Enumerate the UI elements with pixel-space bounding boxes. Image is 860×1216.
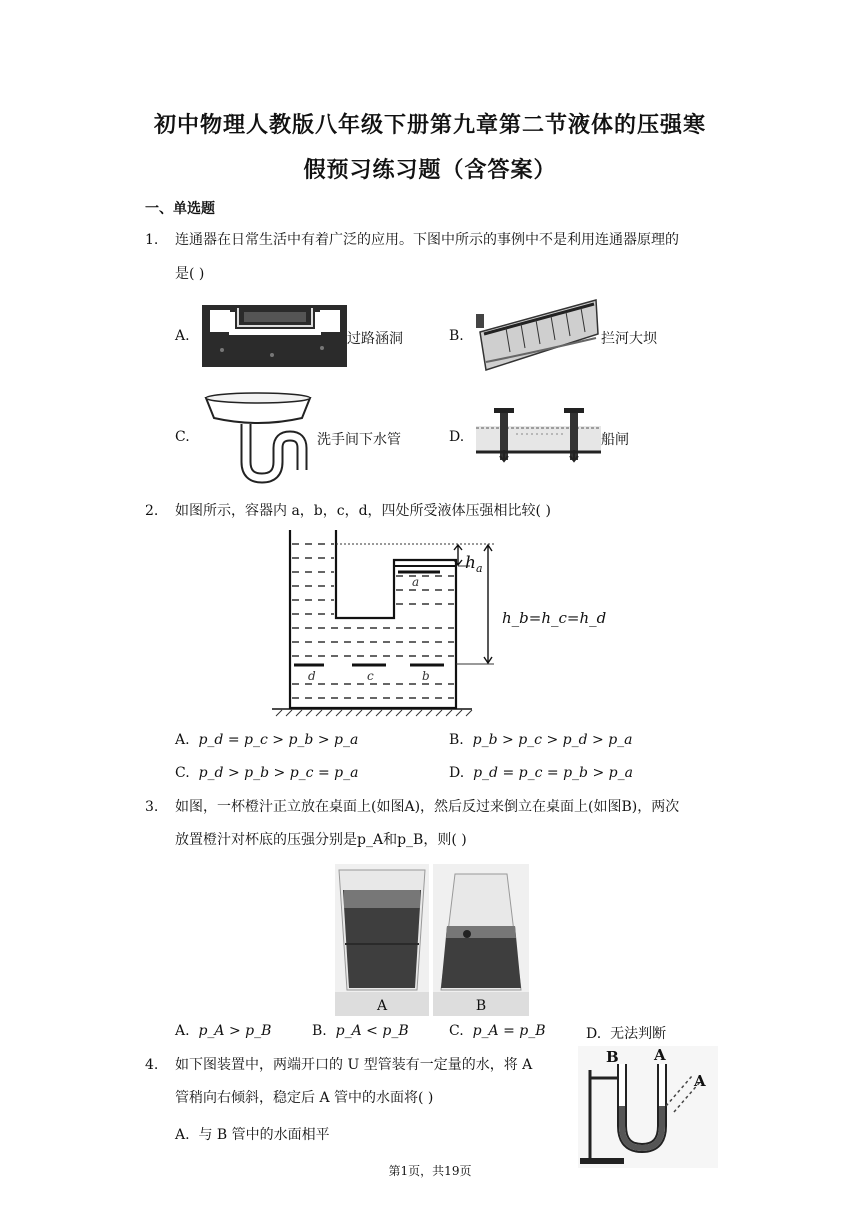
q1-text-line2: 是( ) (175, 266, 205, 282)
page-footer: 第1页，共19页 (388, 1164, 472, 1178)
q4-option-a-text: 与 B 管中的水面相平 (198, 1127, 330, 1143)
point-c-label: c (367, 669, 374, 683)
q1-option-d-caption: 船闸 (601, 432, 629, 448)
sink-drain-image (202, 390, 317, 485)
q2-option-d-expression: p_d = p_c = p_b > p_a (473, 765, 633, 781)
q1-number: 1. (145, 232, 159, 248)
ha-label: $h_a$ (465, 553, 483, 575)
q1-option-c-label: C. (175, 429, 190, 445)
q1-option-d-label: D. (449, 429, 465, 445)
q2-option-a: A. p_d = p_c > p_b > p_a (175, 732, 359, 748)
cup-a-photo (335, 864, 429, 1016)
q4-text-line1: 如下图装置中，两端开口的 U 型管装有一定量的水，将 A (175, 1057, 533, 1073)
q3-option-d-text: 无法判断 (610, 1026, 667, 1042)
tube-a-tilted-label: A (694, 1072, 706, 1090)
q2-option-b-expression: p_b > p_c > p_d > p_a (472, 732, 633, 748)
depth-equality-label: h_b=h_c=h_d (502, 609, 607, 627)
culvert-image (202, 300, 347, 370)
q2-option-a-expression: p_d = p_c > p_b > p_a (198, 732, 359, 748)
section-heading: 一、单选题 (145, 201, 215, 217)
q1-option-c-caption: 洗手间下水管 (317, 432, 401, 448)
q2-number: 2. (145, 503, 159, 519)
tube-b-label: B (606, 1048, 619, 1066)
q2-option-c: C. p_d > p_b > p_c = p_a (175, 765, 359, 781)
q2-option-c-expression: p_d > p_b > p_c = p_a (198, 765, 359, 781)
document-title-line1: 初中物理人教版八年级下册第九章第二节液体的压强寒 (153, 112, 706, 138)
q1-text-line1: 连通器在日常生活中有着广泛的应用。下图中所示的事例中不是利用连通器原理的 (175, 232, 679, 248)
q3-text-line2: 放置橙汁对杯底的压强分别是p_A和p_B，则( ) (175, 832, 467, 848)
tube-a-label: A (654, 1046, 666, 1064)
q3-option-c: C. p_A = p_B (449, 1023, 546, 1039)
container-pressure-figure (272, 530, 607, 720)
q2-option-b: B. p_b > p_c > p_d > p_a (449, 732, 633, 748)
point-a-label: a (412, 575, 420, 589)
q3-option-d: D. 无法判断 (586, 1026, 667, 1042)
q2-option-d: D. p_d = p_c = p_b > p_a (449, 765, 633, 781)
q3-option-b-expression: p_A < p_B (335, 1023, 409, 1039)
document-title-line2: 假预习练习题（含答案） (303, 157, 557, 183)
q1-option-b-caption: 拦河大坝 (601, 331, 657, 347)
q3-option-a: A. p_A > p_B (175, 1023, 272, 1039)
q3-option-c-expression: p_A = p_B (472, 1023, 546, 1039)
q1-option-a-label: A. (175, 328, 190, 344)
q4-number: 4. (145, 1057, 159, 1073)
q3-number: 3. (145, 799, 159, 815)
q3-option-a-expression: p_A > p_B (198, 1023, 272, 1039)
u-tube-figure (578, 1046, 718, 1168)
q1-option-a-caption: 过路涵洞 (347, 331, 403, 347)
cup-b-photo (433, 864, 529, 1016)
q3-option-b: B. p_A < p_B (312, 1023, 409, 1039)
q2-text: 如图所示，容器内 a，b，c，d，四处所受液体压强相比较( ) (175, 503, 551, 519)
point-b-label: b (422, 669, 430, 683)
dam-image (476, 292, 601, 374)
ship-lock-image (476, 404, 601, 466)
q4-option-a: A. 与 B 管中的水面相平 (175, 1127, 330, 1143)
cup-b-label: B (475, 998, 487, 1014)
cup-a-label: A (376, 998, 388, 1014)
q1-option-b-label: B. (449, 328, 464, 344)
q4-text-line2: 管稍向右倾斜，稳定后 A 管中的水面将( ) (175, 1090, 434, 1106)
point-d-label: d (308, 669, 316, 683)
q3-text-line1: 如图，一杯橙汁正立放在桌面上(如图A)，然后反过来倒立在桌面上(如图B)，两次 (175, 799, 680, 815)
